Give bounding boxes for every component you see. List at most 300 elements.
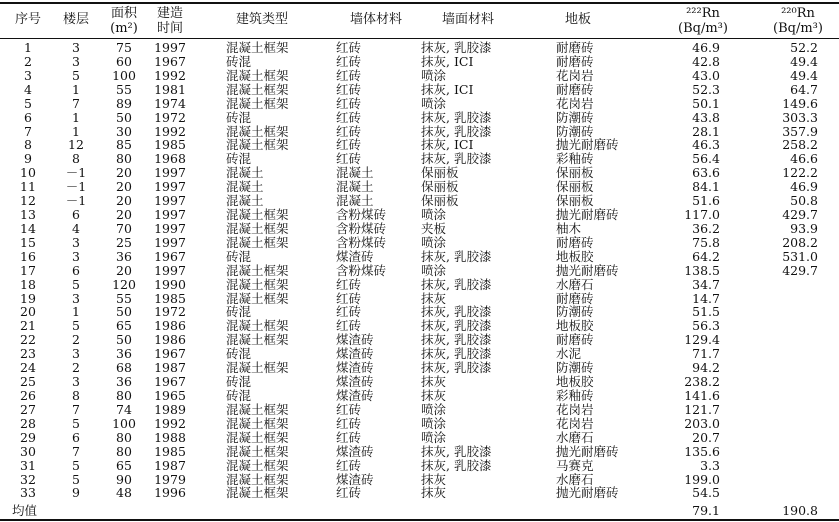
cell-year: 1997 (154, 262, 186, 278)
cell-rn222: 64.2 (692, 248, 720, 264)
cell-rn222: 52.3 (692, 81, 720, 97)
cell-floor: 5 (72, 471, 80, 487)
cell-floorcover: 耐磨砖 (556, 290, 594, 306)
cell-rn220: 531.0 (782, 248, 818, 264)
cell-area: 60 (116, 53, 132, 69)
cell-wall: 煤渣砖 (336, 471, 374, 487)
cell-rn220: 208.2 (782, 234, 818, 250)
cell-seq: 10 (20, 165, 36, 181)
cell-surface: 抹灰, 乳胶漆 (421, 318, 492, 334)
cell-year: 1968 (154, 151, 186, 167)
header-seq: 序号 (14, 12, 41, 27)
cell-floorcover: 防潮砖 (556, 304, 594, 320)
cell-type: 混凝土框架 (226, 401, 289, 417)
cell-floorcover: 地板胶 (556, 248, 594, 264)
cell-rn222: 51.5 (692, 304, 720, 320)
cell-year: 1992 (154, 415, 186, 431)
cell-rn220: 303.3 (782, 109, 818, 125)
cell-area: 36 (116, 248, 132, 264)
cell-floorcover: 耐磨砖 (556, 332, 594, 348)
cell-type: 混凝土框架 (226, 220, 289, 236)
cell-seq: 25 (20, 374, 36, 390)
cell-floorcover: 耐磨砖 (556, 53, 594, 69)
cell-surface: 抹灰, 乳胶漆 (421, 123, 492, 139)
cell-rn220: 357.9 (782, 123, 818, 139)
cell-floor: 2 (72, 360, 80, 376)
cell-floorcover: 耐磨砖 (556, 81, 594, 97)
cell-area: 55 (116, 81, 132, 97)
cell-year: 1992 (154, 123, 186, 139)
cell-floorcover: 地板胶 (556, 374, 594, 390)
cell-type: 砖混 (226, 151, 252, 167)
cell-floor: 7 (72, 443, 80, 459)
cell-seq: 11 (20, 179, 36, 195)
cell-year: 1967 (154, 346, 186, 362)
cell-type: 混凝土框架 (226, 471, 289, 487)
cell-rn220: 93.9 (790, 220, 818, 236)
cell-surface: 夹板 (421, 220, 447, 236)
header-area (104, 6, 144, 36)
header-year-label2: 时间 (156, 21, 183, 36)
cell-rn222: 117.0 (684, 207, 720, 223)
cell-floorcover: 彩釉砖 (556, 151, 594, 167)
cell-floor: －1 (65, 179, 87, 195)
cell-seq: 9 (24, 151, 32, 167)
cell-type: 混凝土框架 (226, 429, 289, 445)
cell-rn220: 46.9 (790, 179, 818, 195)
cell-year: 1967 (154, 53, 186, 69)
cell-seq: 21 (20, 318, 36, 334)
cell-wall: 混凝土 (336, 165, 374, 181)
cell-floorcover: 花岗岩 (556, 95, 594, 111)
cell-wall: 煤渣砖 (336, 374, 374, 390)
cell-surface: 抹灰, 乳胶漆 (421, 248, 492, 264)
mean-label: 均值 (12, 503, 38, 518)
cell-floorcover: 水磨石 (556, 276, 594, 292)
cell-floor: 1 (72, 304, 80, 320)
cell-rn222: 203.0 (684, 415, 720, 431)
cell-type: 混凝土框架 (226, 81, 289, 97)
cell-surface: 抹灰 (421, 290, 447, 306)
cell-seq: 23 (20, 346, 36, 362)
cell-floor: 1 (72, 109, 80, 125)
cell-floor: 7 (72, 401, 80, 417)
cell-year: 1996 (154, 485, 186, 501)
cell-floor: 3 (72, 290, 80, 306)
cell-area: 80 (116, 151, 132, 167)
cell-seq: 3 (24, 67, 32, 83)
cell-surface: 抹灰, 乳胶漆 (421, 151, 492, 167)
cell-floorcover: 抛光耐磨砖 (556, 443, 619, 459)
cell-rn222: 135.6 (684, 443, 720, 459)
cell-type: 混凝土 (226, 193, 264, 209)
cell-floor: 1 (72, 123, 80, 139)
cell-seq: 24 (20, 360, 36, 376)
cell-surface: 喷涂 (421, 207, 447, 223)
cell-area: 74 (116, 401, 132, 417)
cell-year: 1997 (154, 40, 186, 55)
cell-seq: 15 (20, 234, 36, 250)
cell-floor: 6 (72, 262, 80, 278)
cell-type: 混凝土框架 (226, 123, 289, 139)
cell-seq: 22 (20, 332, 36, 348)
cell-year: 1986 (154, 332, 186, 348)
cell-area: 48 (116, 485, 132, 501)
cell-floorcover: 抛光耐磨砖 (556, 262, 619, 278)
cell-surface: 保丽板 (421, 179, 459, 195)
cell-area: 100 (112, 67, 136, 83)
cell-type: 砖混 (226, 346, 252, 362)
cell-floorcover: 保丽板 (556, 165, 594, 181)
cell-floorcover: 花岗岩 (556, 401, 594, 417)
cell-type: 混凝土框架 (226, 207, 289, 223)
cell-surface: 抹灰 (421, 485, 447, 501)
header-rn220-unit: (Bq/m³) (773, 21, 823, 36)
cell-wall: 红砖 (336, 81, 362, 97)
header-surface-material: 墙面材料 (441, 12, 494, 27)
cell-area: 36 (116, 346, 132, 362)
cell-floorcover: 抛光耐磨砖 (556, 207, 619, 223)
cell-floor: 3 (72, 40, 80, 55)
cell-floor: 3 (72, 374, 80, 390)
cell-surface: 喷涂 (421, 234, 447, 250)
cell-year: 1974 (154, 95, 186, 111)
cell-year: 1965 (154, 388, 186, 403)
cell-area: 100 (112, 415, 136, 431)
cell-surface: 抹灰, 乳胶漆 (421, 304, 492, 320)
cell-rn222: 14.7 (692, 290, 720, 306)
cell-type: 混凝土框架 (226, 137, 289, 153)
cell-surface: 抹灰, 乳胶漆 (421, 332, 492, 348)
cell-surface: 抹灰, 乳胶漆 (421, 457, 492, 473)
cell-wall: 红砖 (336, 485, 362, 501)
cell-seq: 7 (24, 123, 32, 139)
cell-year: 1997 (154, 220, 186, 236)
cell-rn222: 56.3 (692, 318, 720, 334)
cell-floor: －1 (65, 165, 87, 181)
cell-seq: 4 (24, 81, 32, 97)
cell-seq: 5 (24, 95, 32, 111)
cell-floor: 7 (72, 95, 80, 111)
cell-area: 20 (116, 179, 132, 195)
cell-rn222: 84.1 (692, 179, 720, 195)
cell-type: 混凝土框架 (226, 40, 289, 55)
cell-rn220: 149.6 (782, 95, 818, 111)
cell-floorcover: 水磨石 (556, 429, 594, 445)
cell-floorcover: 马赛克 (556, 457, 594, 473)
cell-type: 混凝土 (226, 165, 264, 181)
cell-rn222: 56.4 (692, 151, 720, 167)
cell-area: 120 (112, 276, 136, 292)
cell-floorcover: 耐磨砖 (556, 40, 594, 55)
cell-type: 混凝土框架 (226, 415, 289, 431)
cell-wall: 混凝土 (336, 193, 374, 209)
header-year-label: 建造 (156, 6, 183, 21)
cell-surface: 喷涂 (421, 401, 447, 417)
cell-year: 1985 (154, 443, 186, 459)
cell-rn222: 63.6 (692, 165, 720, 181)
cell-seq: 31 (20, 457, 36, 473)
cell-rn220: 46.6 (790, 151, 818, 167)
cell-rn222: 71.7 (692, 346, 720, 362)
cell-seq: 6 (24, 109, 32, 125)
header-year (150, 6, 190, 36)
top-rule (0, 2, 839, 4)
cell-wall: 含粉煤砖 (336, 207, 387, 223)
cell-rn222: 46.9 (692, 40, 720, 55)
cell-wall: 红砖 (336, 137, 362, 153)
cell-rn222: 75.8 (692, 234, 720, 250)
cell-area: 89 (116, 95, 132, 111)
cell-wall: 红砖 (336, 457, 362, 473)
cell-seq: 26 (20, 388, 36, 403)
cell-year: 1988 (154, 429, 186, 445)
cell-year: 1989 (154, 401, 186, 417)
cell-year: 1997 (154, 165, 186, 181)
cell-type: 混凝土框架 (226, 443, 289, 459)
cell-floor: 9 (72, 485, 80, 501)
cell-rn222: 94.2 (692, 360, 720, 376)
cell-floor: 3 (72, 53, 80, 69)
cell-wall: 煤渣砖 (336, 388, 374, 403)
cell-area: 65 (116, 318, 132, 334)
cell-floor: 1 (72, 81, 80, 97)
cell-rn220: 52.2 (790, 40, 818, 55)
cell-floor: 8 (72, 388, 80, 403)
cell-surface: 保丽板 (421, 165, 459, 181)
cell-seq: 20 (20, 304, 36, 320)
cell-seq: 14 (20, 220, 36, 236)
cell-wall: 红砖 (336, 304, 362, 320)
cell-floorcover: 水泥 (556, 346, 582, 362)
cell-area: 80 (116, 429, 132, 445)
cell-year: 1997 (154, 207, 186, 223)
cell-rn222: 46.3 (692, 137, 720, 153)
header-rn222-label: ²²²Rn (686, 6, 720, 21)
cell-type: 混凝土框架 (226, 67, 289, 83)
cell-year: 1985 (154, 137, 186, 153)
cell-year: 1967 (154, 374, 186, 390)
cell-surface: 抹灰, 乳胶漆 (421, 346, 492, 362)
cell-seq: 17 (20, 262, 36, 278)
cell-floorcover: 防潮砖 (556, 109, 594, 125)
cell-surface: 保丽板 (421, 193, 459, 209)
cell-seq: 32 (20, 471, 36, 487)
cell-floor: －1 (65, 193, 87, 209)
header-wall-material: 墙体材料 (349, 12, 402, 27)
cell-floor: 6 (72, 207, 80, 223)
cell-area: 20 (116, 207, 132, 223)
cell-type: 砖混 (226, 53, 252, 69)
cell-year: 1997 (154, 193, 186, 209)
header-rn222-unit: (Bq/m³) (678, 21, 728, 36)
cell-surface: 抹灰 (421, 374, 447, 390)
cell-surface: 抹灰 (421, 388, 447, 403)
cell-rn220: 122.2 (782, 165, 818, 181)
cell-wall: 红砖 (336, 318, 362, 334)
cell-type: 混凝土框架 (226, 318, 289, 334)
cell-floor: 4 (72, 220, 80, 236)
cell-seq: 1 (24, 40, 32, 55)
header-rn220-label: ²²⁰Rn (781, 6, 815, 21)
cell-wall: 红砖 (336, 109, 362, 125)
cell-area: 70 (116, 220, 132, 236)
cell-year: 1981 (154, 81, 186, 97)
cell-seq: 29 (20, 429, 36, 445)
cell-floorcover: 花岗岩 (556, 67, 594, 83)
cell-area: 50 (116, 304, 132, 320)
cell-surface: 抹灰, ICI (421, 137, 474, 153)
cell-wall: 煤渣砖 (336, 346, 374, 362)
cell-type: 砖混 (226, 304, 252, 320)
cell-rn222: 43.8 (692, 109, 720, 125)
header-area-unit: (m²) (110, 21, 138, 36)
cell-rn220: 50.8 (790, 193, 818, 209)
cell-type: 混凝土框架 (226, 290, 289, 306)
cell-surface: 抹灰, ICI (421, 81, 474, 97)
cell-wall: 红砖 (336, 290, 362, 306)
cell-floorcover: 水磨石 (556, 471, 594, 487)
cell-area: 36 (116, 374, 132, 390)
cell-rn220: 429.7 (782, 262, 818, 278)
header-floor-cover: 地板 (564, 12, 591, 27)
cell-rn220: 49.4 (790, 67, 818, 83)
cell-type: 混凝土框架 (226, 485, 289, 501)
cell-area: 85 (116, 137, 132, 153)
cell-area: 25 (116, 234, 132, 250)
cell-rn220: 429.7 (782, 207, 818, 223)
cell-rn222: 121.7 (684, 401, 720, 417)
cell-surface: 喷涂 (421, 67, 447, 83)
cell-area: 50 (116, 109, 132, 125)
cell-floorcover: 抛光耐磨砖 (556, 485, 619, 501)
cell-rn220: 258.2 (782, 137, 818, 153)
cell-area: 68 (116, 360, 132, 376)
cell-floorcover: 地板胶 (556, 318, 594, 334)
cell-floor: 5 (72, 415, 80, 431)
cell-wall: 煤渣砖 (336, 332, 374, 348)
cell-surface: 喷涂 (421, 262, 447, 278)
cell-floor: 5 (72, 318, 80, 334)
cell-seq: 18 (20, 276, 36, 292)
cell-area: 30 (116, 123, 132, 139)
cell-wall: 红砖 (336, 276, 362, 292)
cell-rn222: 28.1 (692, 123, 720, 139)
cell-seq: 13 (20, 207, 36, 223)
cell-floorcover: 耐磨砖 (556, 234, 594, 250)
cell-rn222: 129.4 (684, 332, 720, 348)
header-building-type: 建筑类型 (235, 12, 288, 27)
cell-type: 混凝土框架 (226, 262, 289, 278)
mean-rn220: 190.8 (782, 503, 818, 518)
header-area-label: 面积 (110, 6, 137, 21)
cell-year: 1979 (154, 471, 186, 487)
cell-wall: 煤渣砖 (336, 443, 374, 459)
cell-wall: 红砖 (336, 429, 362, 445)
cell-year: 1990 (154, 276, 186, 292)
cell-wall: 煤渣砖 (336, 360, 374, 376)
cell-rn222: 138.5 (684, 262, 720, 278)
cell-wall: 含粉煤砖 (336, 262, 387, 278)
cell-floor: 5 (72, 457, 80, 473)
cell-seq: 30 (20, 443, 36, 459)
cell-surface: 喷涂 (421, 415, 447, 431)
cell-surface: 抹灰, 乳胶漆 (421, 360, 492, 376)
cell-wall: 混凝土 (336, 179, 374, 195)
cell-type: 砖混 (226, 374, 252, 390)
cell-year: 1985 (154, 290, 186, 306)
cell-year: 1967 (154, 248, 186, 264)
header-rn220 (760, 6, 836, 36)
cell-area: 80 (116, 388, 132, 403)
cell-year: 1987 (154, 360, 186, 376)
cell-type: 混凝土框架 (226, 234, 289, 250)
cell-surface: 抹灰, 乳胶漆 (421, 40, 492, 55)
cell-floorcover: 防潮砖 (556, 360, 594, 376)
cell-area: 20 (116, 193, 132, 209)
cell-area: 20 (116, 165, 132, 181)
header-rule (0, 38, 839, 39)
cell-surface: 抹灰, 乳胶漆 (421, 109, 492, 125)
cell-floorcover: 抛光耐磨砖 (556, 137, 619, 153)
cell-wall: 红砖 (336, 151, 362, 167)
cell-floor: 5 (72, 276, 80, 292)
cell-rn222: 238.2 (684, 374, 720, 390)
cell-area: 20 (116, 262, 132, 278)
cell-floorcover: 花岗岩 (556, 415, 594, 431)
cell-rn222: 54.5 (692, 485, 720, 501)
cell-floor: 8 (72, 151, 80, 167)
cell-seq: 16 (20, 248, 36, 264)
cell-floor: 5 (72, 67, 80, 83)
cell-type: 砖混 (226, 388, 252, 403)
cell-wall: 红砖 (336, 53, 362, 69)
cell-surface: 喷涂 (421, 95, 447, 111)
cell-wall: 红砖 (336, 401, 362, 417)
cell-seq: 33 (20, 485, 36, 501)
cell-type: 混凝土框架 (226, 95, 289, 111)
cell-year: 1992 (154, 67, 186, 83)
cell-wall: 红砖 (336, 95, 362, 111)
cell-type: 混凝土框架 (226, 332, 289, 348)
cell-floorcover: 防潮砖 (556, 123, 594, 139)
cell-rn222: 3.3 (700, 457, 720, 473)
cell-rn222: 34.7 (692, 276, 720, 292)
cell-rn222: 36.2 (692, 220, 720, 236)
cell-floorcover: 保丽板 (556, 179, 594, 195)
cell-surface: 喷涂 (421, 429, 447, 445)
cell-surface: 抹灰, ICI (421, 53, 474, 69)
cell-rn222: 50.1 (692, 95, 720, 111)
cell-seq: 12 (20, 193, 36, 209)
cell-type: 混凝土框架 (226, 457, 289, 473)
cell-wall: 红砖 (336, 67, 362, 83)
cell-wall: 煤渣砖 (336, 248, 374, 264)
cell-seq: 27 (20, 401, 36, 417)
cell-wall: 含粉煤砖 (336, 234, 387, 250)
cell-year: 1986 (154, 318, 186, 334)
cell-rn222: 20.7 (692, 429, 720, 445)
cell-type: 混凝土框架 (226, 360, 289, 376)
cell-wall: 红砖 (336, 40, 362, 55)
cell-floorcover: 保丽板 (556, 193, 594, 209)
cell-type: 混凝土框架 (226, 276, 289, 292)
cell-floor: 3 (72, 234, 80, 250)
mean-rn222: 79.1 (692, 503, 720, 518)
cell-rn222: 43.0 (692, 67, 720, 83)
cell-area: 80 (116, 443, 132, 459)
cell-rn220: 64.7 (790, 81, 818, 97)
